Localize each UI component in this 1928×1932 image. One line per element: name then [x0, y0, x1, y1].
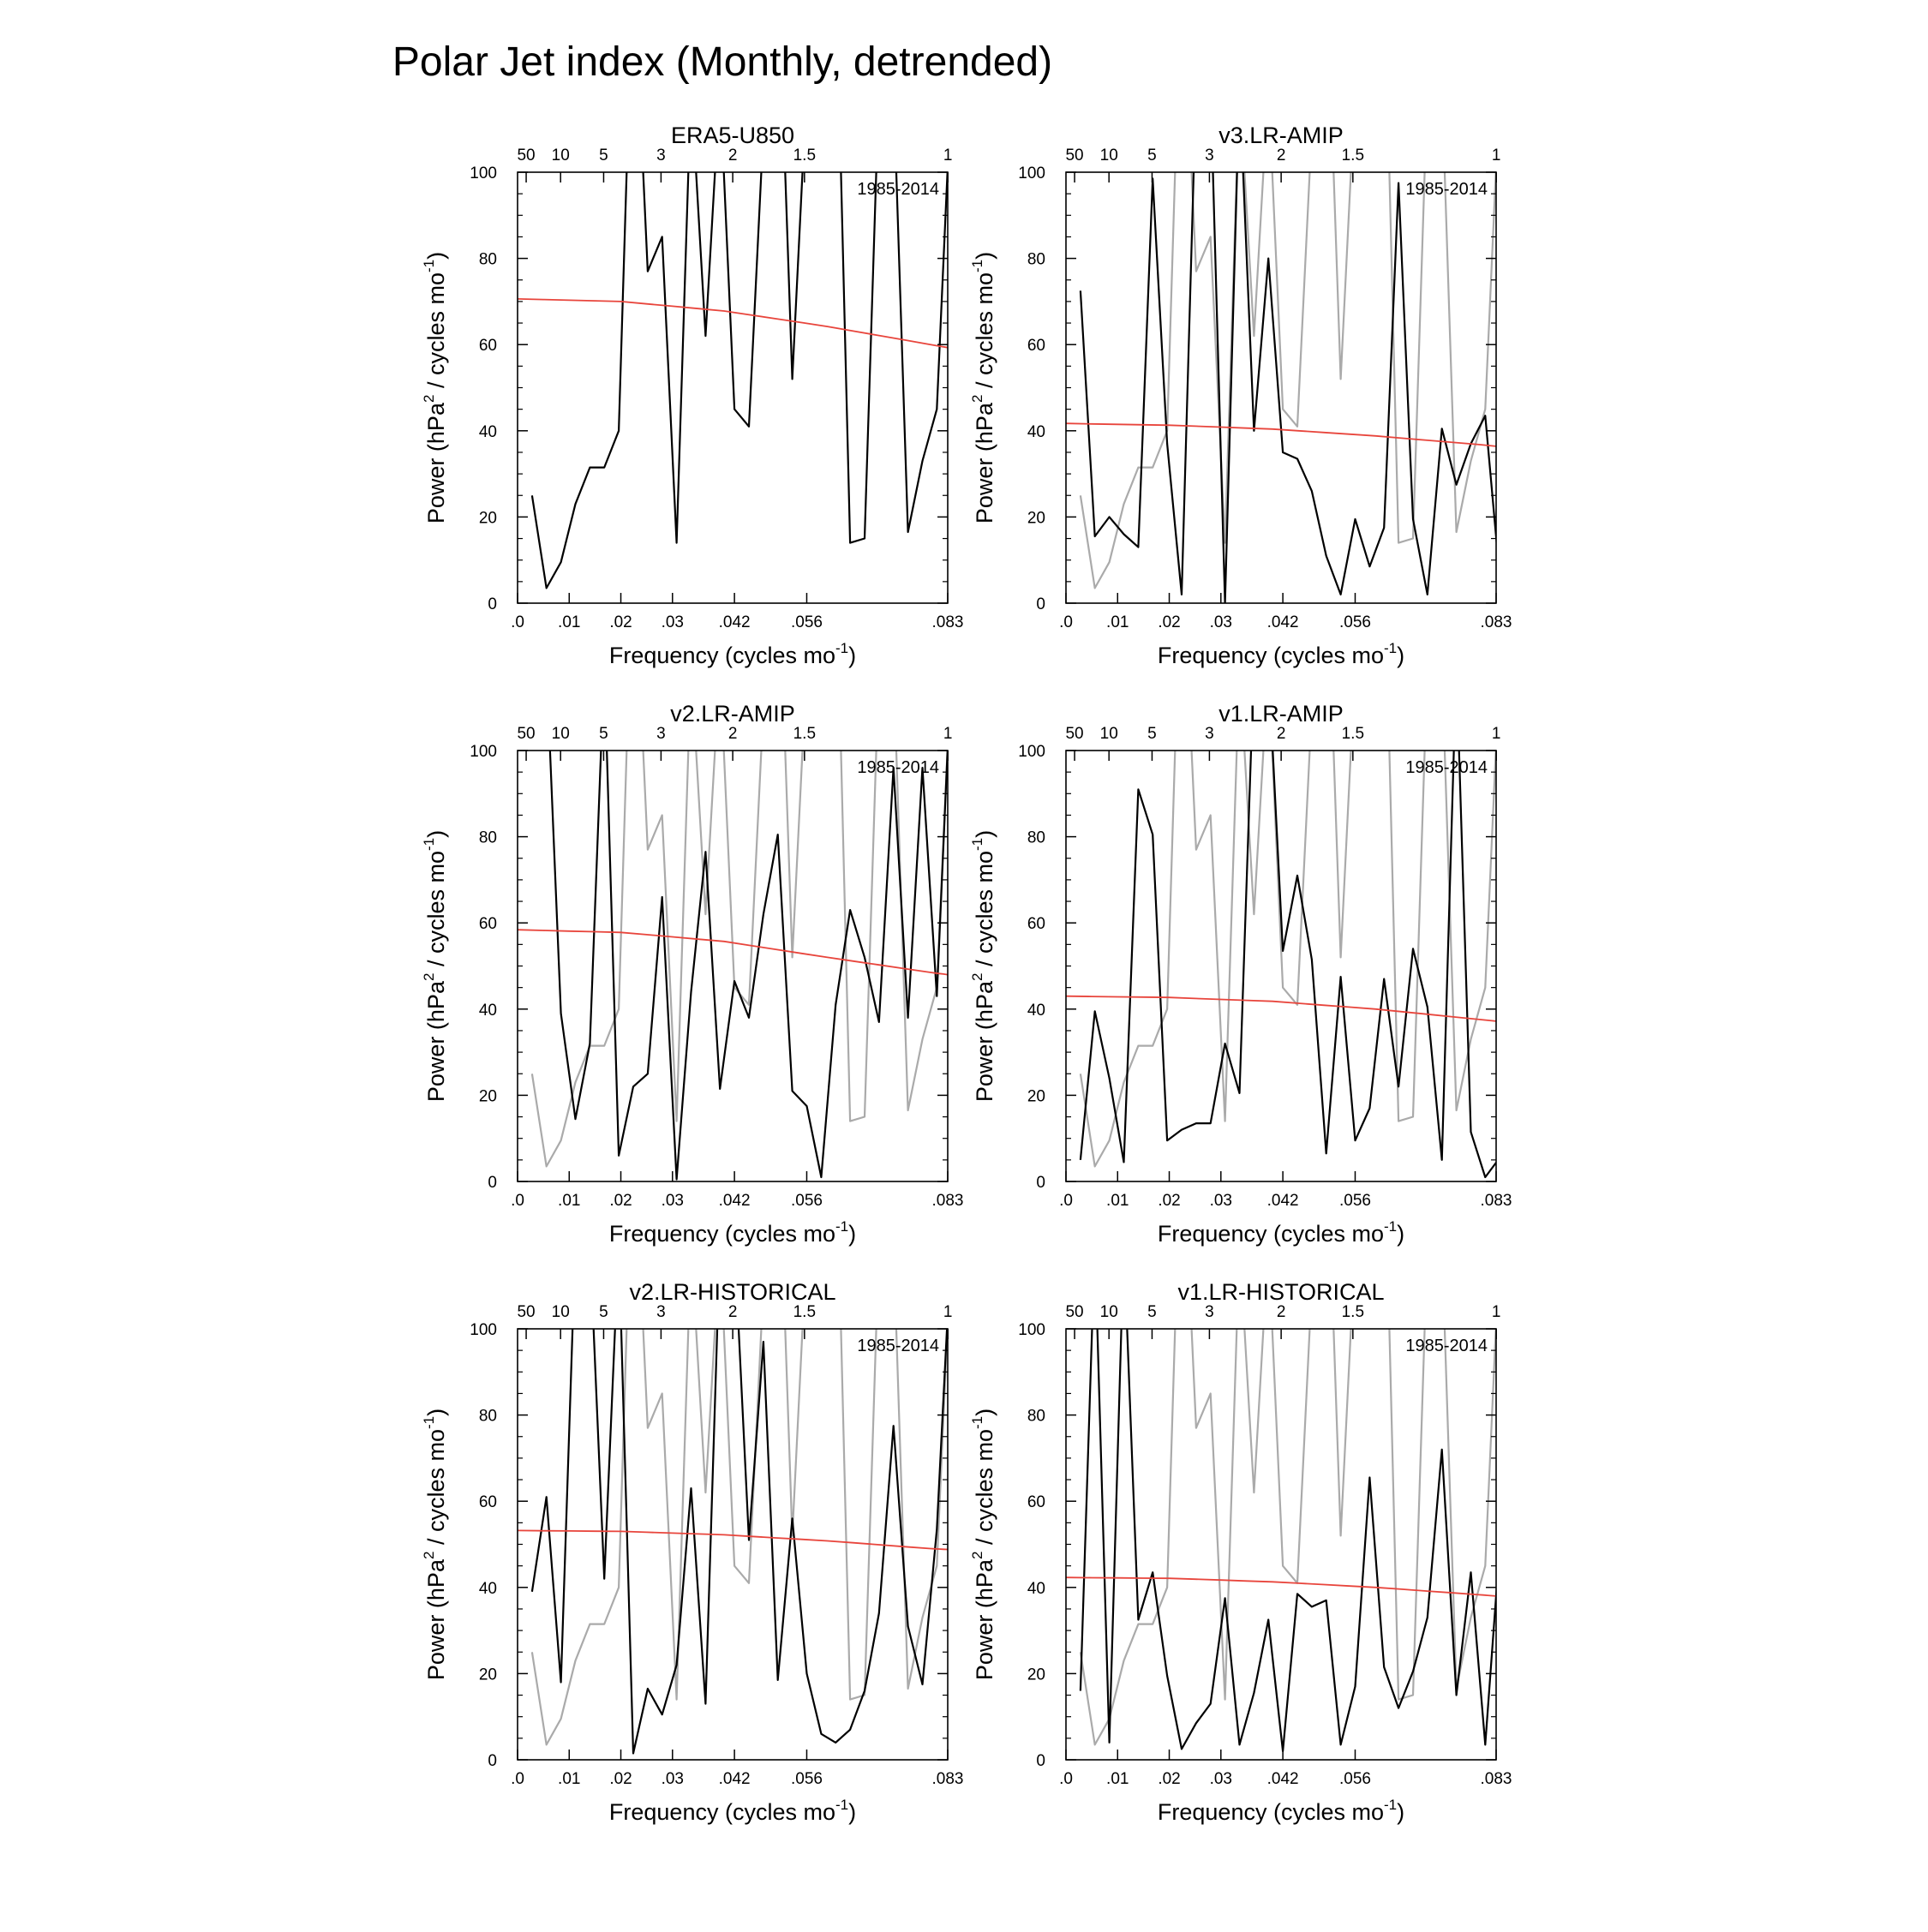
y-tick-label: 80 [1027, 828, 1045, 847]
y-tick-label: 60 [1027, 915, 1045, 934]
y-axis-label: Power (hPa$^2$ / cycles $mo^{-1}$) [969, 829, 997, 1103]
red-noise-line [518, 299, 948, 348]
period-label: 1985-2014 [1405, 1337, 1488, 1355]
y-tick-label: 80 [1027, 250, 1045, 269]
panel-title: v1.LR-AMIP [1218, 701, 1344, 727]
panel-title: v3.LR-AMIP [1218, 123, 1344, 148]
x-axis-label: Frequency (cycles $mo^{-1}$) [1157, 1797, 1405, 1825]
y-tick-label: 60 [478, 337, 497, 356]
plot-area [518, 0, 951, 588]
y-tick-label: 40 [478, 1579, 497, 1598]
y-tick-label: 100 [470, 164, 497, 182]
x-tick-label: .056 [1338, 613, 1371, 631]
period-label: 1985-2014 [857, 758, 939, 777]
y-tick-label: 80 [478, 828, 497, 847]
x-axis-label: Frequency (cycles $mo^{-1}$) [608, 1797, 857, 1825]
top-tick-label: 10 [551, 147, 570, 164]
top-tick-label: 3 [656, 1303, 666, 1321]
y-tick-label: 20 [478, 1087, 497, 1106]
panel-era5-u850 [421, 0, 963, 668]
x-axis-label: Frequency (cycles $mo^{-1}$) [608, 1218, 857, 1247]
top-tick-label: 5 [599, 1303, 608, 1321]
x-tick-label: .03 [1209, 1770, 1233, 1788]
x-tick-label: .056 [1338, 1770, 1371, 1788]
x-tick-label: .02 [1158, 613, 1181, 631]
y-tick-label: 60 [1027, 1493, 1045, 1512]
top-tick-label: 1.5 [793, 725, 817, 743]
y-tick-label: 100 [1018, 1321, 1045, 1339]
y-tick-label: 100 [1018, 743, 1045, 761]
top-tick-label: 2 [727, 1303, 738, 1321]
y-tick-label: 60 [1027, 337, 1045, 356]
top-tick-label: 3 [1205, 1303, 1214, 1321]
y-tick-label: 20 [478, 509, 497, 528]
top-tick-label: 5 [1147, 725, 1157, 743]
y-tick-label: 20 [1027, 1666, 1045, 1684]
panel-v3-lr-amip [969, 0, 1514, 668]
top-tick-label: 1.5 [793, 1303, 817, 1321]
panel-title: v2.LR-HISTORICAL [629, 1279, 836, 1305]
x-tick-label: .0 [511, 613, 524, 631]
x-tick-label: .042 [718, 1770, 751, 1788]
top-tick-label: 1 [943, 1303, 953, 1321]
x-axis-label: Frequency (cycles $mo^{-1}$) [1157, 640, 1405, 668]
x-tick-label: .01 [558, 1770, 581, 1788]
top-tick-label: 1 [943, 147, 953, 164]
top-tick-label: 10 [551, 1303, 570, 1321]
spectrum-line [1081, 86, 1514, 603]
x-tick-label: .042 [1266, 1770, 1299, 1788]
spectrum-line [532, 1242, 951, 1753]
y-tick-label: 0 [1036, 1752, 1045, 1770]
y-axis-label: Power (hPa$^2$ / cycles $mo^{-1}$) [969, 1408, 997, 1681]
x-tick-label: .083 [1480, 613, 1512, 631]
top-tick-label: 3 [656, 147, 666, 164]
y-tick-label: 60 [478, 915, 497, 934]
x-tick-label: .0 [511, 1192, 524, 1210]
top-tick-label: 1.5 [1341, 147, 1365, 164]
top-tick-label: 1.5 [793, 147, 817, 164]
x-tick-label: .02 [1158, 1192, 1181, 1210]
x-tick-label: .02 [609, 1770, 632, 1788]
x-tick-label: .042 [718, 613, 751, 631]
panel-title: v2.LR-AMIP [670, 701, 795, 727]
y-tick-label: 40 [1027, 1579, 1045, 1598]
y-axis-label: Power (hPa$^2$ / cycles $mo^{-1}$) [421, 251, 449, 524]
y-axis-label: Power (hPa$^2$ / cycles $mo^{-1}$) [421, 1408, 449, 1681]
x-tick-label: .0 [1059, 1192, 1073, 1210]
period-label: 1985-2014 [857, 180, 939, 199]
x-tick-label: .01 [1106, 613, 1129, 631]
y-axis-label: Power (hPa$^2$ / cycles $mo^{-1}$) [421, 829, 449, 1103]
x-tick-label: .083 [931, 613, 964, 631]
top-tick-label: 10 [1099, 1303, 1118, 1321]
x-tick-label: .083 [1480, 1192, 1512, 1210]
top-tick-label: 50 [517, 1303, 536, 1321]
top-tick-label: 2 [727, 147, 738, 164]
plot-area [518, 535, 951, 1180]
y-tick-label: 0 [1036, 595, 1045, 613]
y-tick-label: 80 [1027, 1407, 1045, 1426]
top-tick-label: 2 [1276, 1303, 1286, 1321]
x-tick-label: .056 [1338, 1192, 1371, 1210]
spectrum-line [532, 664, 951, 1179]
x-tick-label: .02 [609, 613, 632, 631]
y-tick-label: 100 [1018, 164, 1045, 182]
period-label: 1985-2014 [1405, 180, 1488, 199]
top-tick-label: 5 [599, 725, 608, 743]
top-tick-label: 50 [517, 147, 536, 164]
y-tick-label: 40 [1027, 1001, 1045, 1020]
x-tick-label: .056 [790, 613, 823, 631]
y-tick-label: 40 [478, 1001, 497, 1020]
top-tick-label: 50 [1065, 725, 1084, 743]
x-tick-label: .02 [1158, 1770, 1181, 1788]
x-tick-label: .042 [1266, 1192, 1299, 1210]
x-tick-label: .0 [1059, 613, 1073, 631]
y-tick-label: 100 [470, 1321, 497, 1339]
x-tick-label: .03 [1209, 1192, 1233, 1210]
y-tick-label: 0 [1036, 1174, 1045, 1192]
y-axis-label: Power (hPa$^2$ / cycles $mo^{-1}$) [969, 251, 997, 524]
spectrum-line [532, 0, 951, 588]
top-tick-label: 3 [1205, 725, 1214, 743]
x-tick-label: .042 [1266, 613, 1299, 631]
x-tick-label: .01 [558, 613, 581, 631]
panel-title: v1.LR-HISTORICAL [1177, 1279, 1385, 1305]
top-tick-label: 5 [599, 147, 608, 164]
x-tick-label: .03 [661, 1192, 685, 1210]
y-tick-label: 40 [1027, 422, 1045, 441]
y-tick-label: 0 [488, 1752, 497, 1770]
x-tick-label: .01 [558, 1192, 581, 1210]
y-tick-label: 0 [488, 595, 497, 613]
top-tick-label: 1.5 [1341, 725, 1365, 743]
top-tick-label: 1 [943, 725, 953, 743]
top-tick-label: 1 [1491, 725, 1501, 743]
top-tick-label: 10 [1099, 147, 1118, 164]
spectrum-line [1081, 1242, 1500, 1751]
top-tick-label: 1 [1491, 1303, 1501, 1321]
red-noise-line [1066, 1577, 1496, 1596]
y-tick-label: 60 [478, 1493, 497, 1512]
x-tick-label: .056 [790, 1192, 823, 1210]
top-tick-label: 1.5 [1341, 1303, 1365, 1321]
x-tick-label: .01 [1106, 1770, 1129, 1788]
x-tick-label: .0 [1059, 1770, 1073, 1788]
period-label: 1985-2014 [1405, 758, 1488, 777]
y-tick-label: 100 [470, 743, 497, 761]
top-tick-label: 10 [1099, 725, 1118, 743]
top-tick-label: 5 [1147, 147, 1157, 164]
top-tick-label: 2 [1276, 147, 1286, 164]
top-tick-label: 50 [1065, 147, 1084, 164]
x-tick-label: .083 [931, 1770, 964, 1788]
x-tick-label: .056 [790, 1770, 823, 1788]
top-tick-label: 50 [517, 725, 536, 743]
x-axis-label: Frequency (cycles $mo^{-1}$) [608, 640, 857, 668]
x-tick-label: .042 [718, 1192, 751, 1210]
x-tick-label: .083 [1480, 1770, 1512, 1788]
top-tick-label: 10 [551, 725, 570, 743]
x-tick-label: .0 [511, 1770, 524, 1788]
x-tick-label: .02 [609, 1192, 632, 1210]
x-axis-label: Frequency (cycles $mo^{-1}$) [1157, 1218, 1405, 1247]
x-tick-label: .03 [1209, 613, 1233, 631]
y-tick-label: 80 [478, 1407, 497, 1426]
figure-title: Polar Jet index (Monthly, detrended) [392, 39, 1053, 85]
panels [421, 0, 1514, 1825]
plot-area [1066, 0, 1514, 603]
top-tick-label: 3 [1205, 147, 1214, 164]
y-tick-label: 40 [478, 422, 497, 441]
x-tick-label: .03 [661, 613, 685, 631]
top-tick-label: 5 [1147, 1303, 1157, 1321]
y-tick-label: 20 [478, 1666, 497, 1684]
y-tick-label: 20 [1027, 509, 1045, 528]
x-tick-label: .01 [1106, 1192, 1129, 1210]
x-tick-label: .083 [931, 1192, 964, 1210]
top-tick-label: 3 [656, 725, 666, 743]
top-tick-label: 2 [727, 725, 738, 743]
x-tick-label: .03 [661, 1770, 685, 1788]
y-tick-label: 0 [488, 1174, 497, 1192]
top-tick-label: 1 [1491, 147, 1501, 164]
reference-spectrum-line [1081, 0, 1500, 588]
period-label: 1985-2014 [857, 1337, 939, 1355]
y-tick-label: 80 [478, 250, 497, 269]
y-tick-label: 20 [1027, 1087, 1045, 1106]
spectrum-line [1081, 664, 1514, 1177]
panel-title: ERA5-U850 [670, 123, 795, 148]
top-tick-label: 2 [1276, 725, 1286, 743]
top-tick-label: 50 [1065, 1303, 1084, 1321]
